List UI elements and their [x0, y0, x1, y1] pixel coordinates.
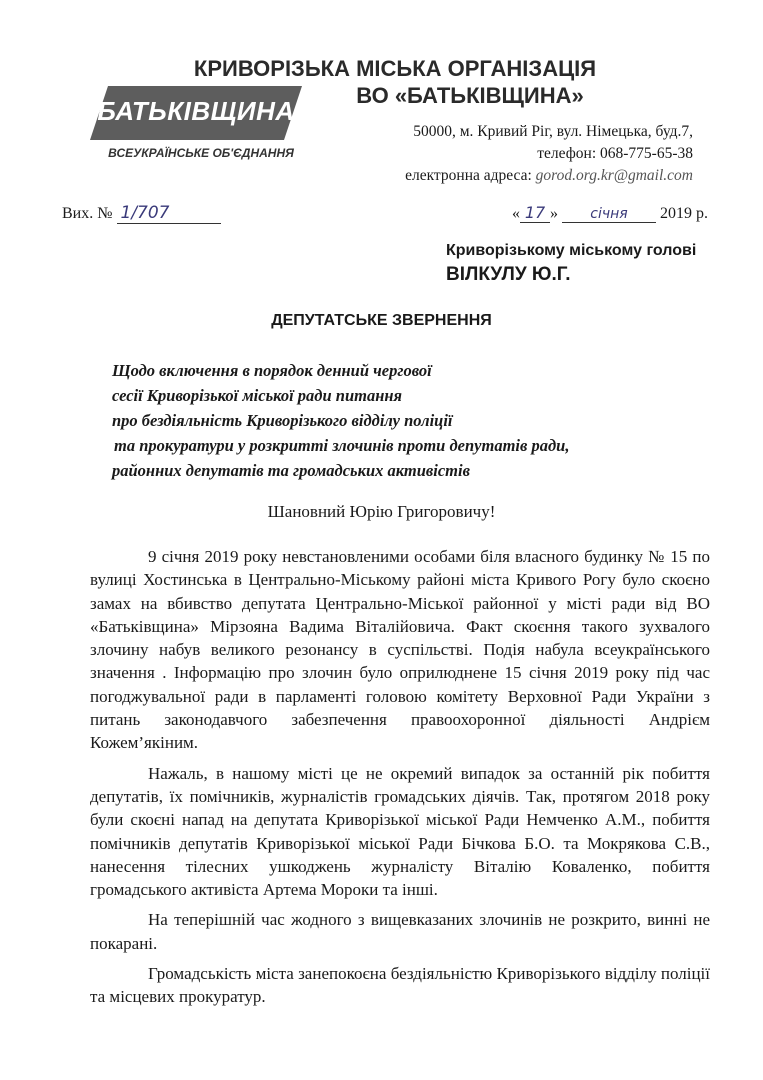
- outgoing-number-label: Вих. №: [62, 205, 113, 222]
- document-date: [512, 203, 708, 223]
- phone-number: телефон: 068-775-65-38: [537, 145, 693, 162]
- organization-name: КРИВОРІЗЬКА МІСЬКА ОРГАНІЗАЦІЯ: [193, 56, 597, 81]
- subject-line: про бездіяльність Криворізького відділу поліції: [112, 411, 453, 430]
- party-logo-text: БАТЬКІВЩИНА: [97, 96, 295, 126]
- postal-address: 50000, м. Кривий Ріг, вул. Німецька, буд.7,: [413, 123, 693, 140]
- subject-line: районних депутатів та громадських активістів: [112, 461, 470, 480]
- subject-line: сесії Криворізької міської ради питання: [112, 386, 403, 405]
- body-paragraph: 9 січня 2019 року невстановленими особами біля власного будинку № 15 по вулиці Хостинська в Центрально-Міському районі міста Кривого Рогу було скоєно замах на вбивство депутата Центрально-Міської районної у місті ради від ВО «Батьківщина» Мірзояна Вадима Віталійовича. Факт скоєння такого зухвалого злочину набув великого резонансу в суспільстві. Подія набула всеукраїнського значення . Інформацію про злочин було оприлюднене 15 січня 2019 року під час погоджувальної ради в парламенті головою комітету Верховної Ради України з питань законодавчого забезпечення правоохоронної діяльності Андрієм Кожем’якіним.: [90, 547, 710, 753]
- email-label: електронна адреса:: [405, 167, 532, 184]
- date-month: січня: [562, 206, 656, 223]
- date-year: 2019 р.: [660, 205, 708, 222]
- body-paragraph: На теперішній час жодного з вищевказаних злочинів не розкрито, винні не покарані.: [90, 910, 710, 953]
- email-value: gorod.org.kr@gmail.com: [535, 167, 693, 184]
- greeting: Шановний Юрію Григоровичу!: [267, 502, 496, 521]
- date-quote-open: «: [512, 205, 520, 222]
- outgoing-number: [62, 203, 221, 224]
- email-address: [405, 165, 693, 187]
- subject-line: та прокуратури у розкритті злочинів проти депутатів ради,: [114, 436, 570, 455]
- document-title: ДЕПУТАТСЬКЕ ЗВЕРНЕННЯ: [271, 312, 492, 329]
- subject-block: [112, 358, 570, 483]
- body-paragraph: Нажаль, в нашому місті це не окремий випадок за останній рік побиття депутатів, їх помічників, журналістів громадських діячів. Так, протягом 2018 року були скоєні напад на депутата Криворізької міської Ради Немченко А.М., побиття помічників депутатів Криворізької міської Ради Бічкова Б.О. та Мокрякова С.В., нанесення тілесних ушкоджень журналісту Віталію Коваленко, побиття громадського активіста Артема Мороки та інші.: [90, 763, 710, 900]
- addressee-name: ВІЛКУЛУ Ю.Г.: [446, 264, 571, 285]
- outgoing-number-value: 1/707: [117, 203, 221, 224]
- letter-body: [90, 545, 710, 1016]
- addressee-position: Криворізькому міському голові: [446, 242, 697, 259]
- party-logo-subtitle: ВСЕУКРАЇНСЬКЕ ОБ'ЄДНАННЯ: [108, 146, 294, 160]
- body-paragraph: Громадськість міста занепокоєна бездіяльністю Криворізького відділу поліції та місцевих прокуратур.: [90, 964, 710, 1007]
- organization-party: ВО «БАТЬКІВЩИНА»: [356, 83, 584, 108]
- date-day: 17: [520, 203, 550, 223]
- subject-line: Щодо включення в порядок денний чергової: [112, 361, 432, 380]
- date-quote-close: »: [550, 205, 558, 222]
